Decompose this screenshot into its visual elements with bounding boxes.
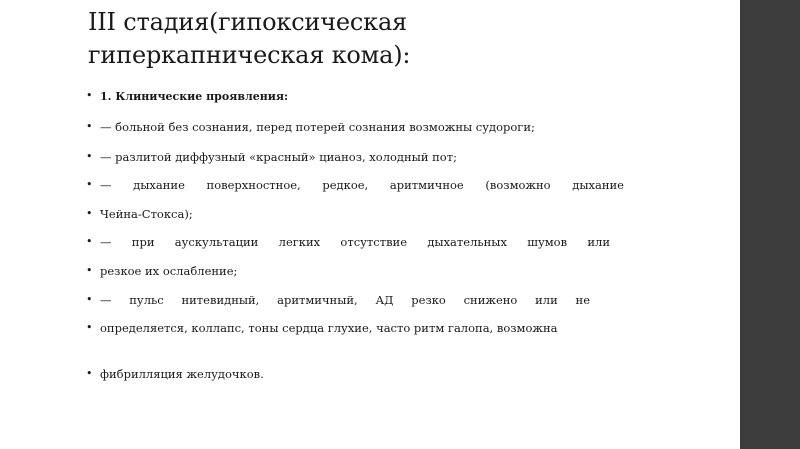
list-item bbox=[86, 263, 237, 279]
bullet-icon: • bbox=[86, 235, 93, 248]
list-item-text: резкое их ослабление; bbox=[100, 264, 238, 278]
bullet-icon: • bbox=[86, 293, 93, 306]
list-item bbox=[86, 119, 535, 135]
list-item bbox=[86, 292, 590, 308]
side-bar bbox=[740, 0, 800, 449]
bullet-icon: • bbox=[86, 89, 93, 102]
bullet-icon: • bbox=[86, 178, 93, 191]
title-line-1: III стадия(гипоксическая bbox=[88, 8, 407, 36]
list-item-text: фибрилляция желудочков. bbox=[100, 367, 264, 381]
bullet-icon: • bbox=[86, 120, 93, 133]
bullet-icon: • bbox=[86, 207, 93, 220]
bullet-icon: • bbox=[86, 367, 93, 380]
list-item bbox=[86, 177, 624, 193]
list-item-text: Чейна-Стокса); bbox=[100, 207, 193, 221]
list-item-text: — разлитой диффузный «красный» цианоз, холодный пот; bbox=[100, 150, 457, 164]
bullet-icon: • bbox=[86, 264, 93, 277]
list-item-text: — дыхание поверхностное, редкое, аритмичное (возможно дыхание bbox=[100, 178, 624, 192]
list-item bbox=[86, 234, 610, 250]
list-item bbox=[86, 149, 457, 165]
list-item-text: — больной без сознания, перед потерей сознания возможны судороги; bbox=[100, 120, 535, 134]
title-line-2: гиперкапническая кома): bbox=[88, 41, 411, 69]
list-item bbox=[86, 366, 264, 382]
slide-title bbox=[88, 6, 728, 72]
list-item-text: — при аускультации легких отсутствие дыхательных шумов или bbox=[100, 235, 610, 249]
bullet-icon: • bbox=[86, 150, 93, 163]
list-item bbox=[86, 88, 288, 105]
list-item-text: определяется, коллапс, тоны сердца глухие, часто ритм галопа, возможна bbox=[100, 321, 558, 335]
list-item bbox=[86, 206, 193, 222]
list-item-text: — пульс нитевидный, аритмичный, АД резко снижено или не bbox=[100, 293, 590, 307]
bullet-icon: • bbox=[86, 321, 93, 334]
list-item bbox=[86, 320, 580, 336]
list-item-text: 1. Клинические проявления: bbox=[100, 90, 289, 103]
